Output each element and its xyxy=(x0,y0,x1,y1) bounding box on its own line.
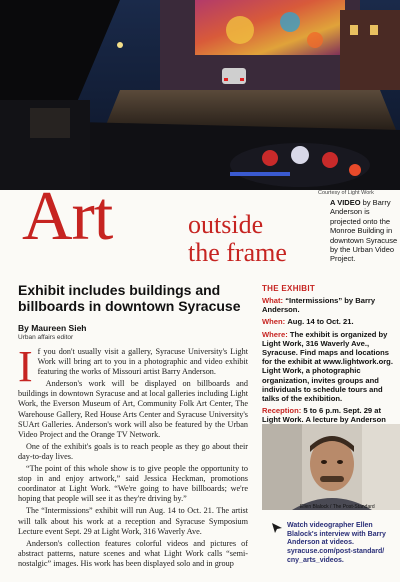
paragraph-text: f you don't usually visit a gallery, Syracuse University's Light Work will bring art to you in a photographic and video exhibit featuring the works of Missouri artist Barry Anderson. xyxy=(37,347,248,377)
paragraph-3: One of the exhibit's goals is to reach people as they go about their day-to-day lives. xyxy=(18,441,248,461)
byline: By Maureen Sieh xyxy=(18,323,87,333)
photo-courtesy: Courtesy of Light Work xyxy=(318,190,374,196)
article-headline: Exhibit includes buildings and billboards in downtown Syracuse xyxy=(18,282,241,314)
exhibit-what xyxy=(262,296,394,314)
title-line-2: the frame xyxy=(188,238,287,267)
photo-credit: Ellen Blalock / The Post-Standard xyxy=(300,504,375,510)
paragraph-2: Anderson's work will be displayed on billboards and buildings in downtown Syracuse and at local galleries including Light Work, the Everson Museum of Art, Community Folk Art Center, The Warehouse Gallery, Red House Arts Center and Syracuse University's SUArt Galleries. Anderson's work will also be featured by the Urban Video Project and the Orange TV Network. xyxy=(18,379,248,439)
title-line-1: outside xyxy=(188,210,264,239)
caption-lead: A VIDEO xyxy=(330,198,361,207)
info-value: 5 to 6 p.m. Sept. 29 at Light Work. A lecture by Anderson xyxy=(262,406,386,425)
info-label: When: xyxy=(262,317,286,327)
exhibit-sidebar xyxy=(262,284,394,437)
caption-text: by Barry Anderson is projected onto the Monroe Building in downtown Syracuse by the Urban Video Project. xyxy=(330,198,398,264)
hero-photo xyxy=(0,0,400,190)
paragraph-4: “The point of this whole show is to give people the opportunity to stop in and enjoy artwork,” said Jessica Heckman, promotions coordinator at Light Work. “We're going to have billboards; we're hoping that people will see it as they're driving by.” xyxy=(18,464,248,504)
photo-caption xyxy=(330,198,398,264)
info-value: Aug. 14 to Oct. 21. xyxy=(287,317,354,327)
info-value: “Intermissions” by Barry Anderson. xyxy=(262,296,376,315)
info-label: Where: xyxy=(262,329,288,339)
byline-role: Urban affairs editor xyxy=(18,334,74,341)
exhibit-when xyxy=(262,317,394,326)
exhibit-header: THE EXHIBIT xyxy=(262,284,316,293)
cursor-arrow-icon xyxy=(271,522,283,534)
paragraph-6: Anderson's collection features colorful videos and pictures of abstract patterns, nature scenes and what Light Work calls “semi-nostalgic” images. His work has been displayed solo and in group xyxy=(18,538,248,568)
title-art: Art xyxy=(22,178,113,255)
exhibit-where xyxy=(262,330,394,404)
promo-link[interactable]: Watch videographer Ellen Blalock's interview with Barry Anderson at videos. syracuse.com/post-standard/ cny_arts_videos. xyxy=(287,522,386,564)
info-value: The exhibit is organized by Light Work, 316 Waverly Ave., Syracuse. Find maps and locations for the exhibit at www.lightwork.org. Light Work, a photographic organization, invites groups and individuals to schedule tours and talks of the exhibition. xyxy=(262,329,393,404)
hero-night-scene xyxy=(0,0,400,190)
article-header xyxy=(18,282,246,341)
drop-cap: I xyxy=(18,342,33,391)
article-body xyxy=(18,342,248,571)
artist-portrait xyxy=(262,424,400,510)
info-label: What: xyxy=(262,296,284,305)
paragraph-1 xyxy=(18,342,248,391)
paragraph-5: The “Intermissions” exhibit will run Aug. 14 to Oct. 21. The artist will talk about his work at a reception and Syracuse Symposium Lecture event Sept. 29 at Light Work, 316 Waverly Ave. xyxy=(18,506,248,536)
portrait-image xyxy=(262,424,400,510)
info-label: Reception: xyxy=(262,406,302,416)
